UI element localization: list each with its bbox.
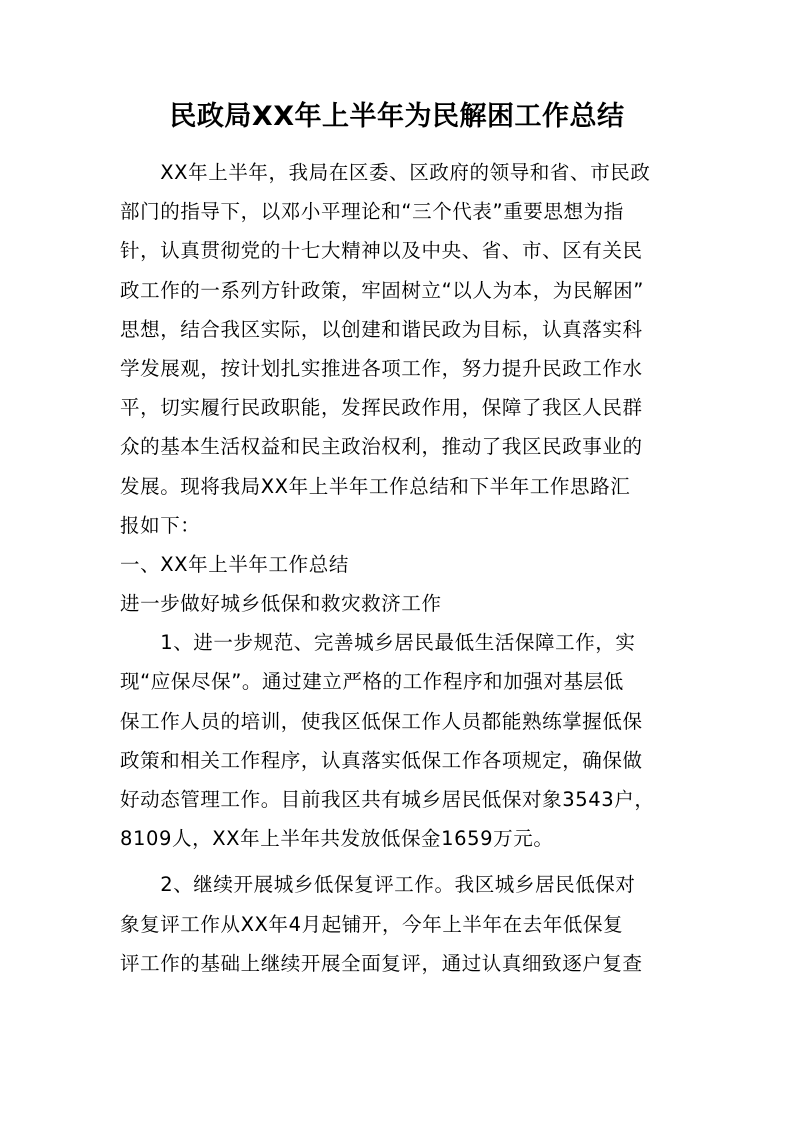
body-line: 好动态管理工作。目前我区共有城乡居民低保对象3543户， bbox=[120, 788, 655, 811]
body-line: 现“应保尽保”。通过建立严格的工作程序和加强对基层低 bbox=[120, 670, 624, 694]
body-line: 发展。现将我局XX年上半年工作总结和下半年工作思路汇 bbox=[120, 474, 631, 498]
body-line: XX年上半年，我局在区委、区政府的领导和省、市民政 bbox=[120, 161, 651, 184]
body-line: 2、继续开展城乡低保复评工作。我区城乡居民低保对 bbox=[120, 873, 636, 897]
body-line: 部门的指导下，以邓小平理论和“三个代表”重要思想为指 bbox=[120, 200, 624, 224]
document-title: 民政局XX年上半年为民解困工作总结 bbox=[169, 101, 625, 132]
paragraph-gap bbox=[120, 858, 682, 865]
body-line: 政策和相关工作程序，认真落实低保工作各项规定，确保做 bbox=[120, 748, 643, 772]
body-line: 平，切实履行民政职能，发挥民政作用，保障了我区人民群 bbox=[120, 396, 643, 420]
body-line: 报如下： bbox=[120, 513, 201, 537]
subsection-heading: 进一步做好城乡低保和救灾救济工作 bbox=[120, 592, 442, 616]
body-line: 保工作人员的培训，使我区低保工作人员都能熟练掌握低保 bbox=[120, 709, 643, 733]
body-line: 思想，结合我区实际，以创建和谐民政为目标，认真落实科 bbox=[120, 317, 643, 341]
body-line: 众的基本生活权益和民主政治权利，推动了我区民政事业的 bbox=[120, 435, 643, 459]
section-heading: 一、XX年上半年工作总结 bbox=[120, 552, 349, 576]
body-line: 政工作的一系列方针政策，牢固树立“以人为本，为民解困” bbox=[120, 278, 644, 302]
document-body bbox=[120, 153, 682, 983]
body-line: 学发展观，按计划扎实推进各项工作，努力提升民政工作水 bbox=[120, 356, 643, 380]
body-line: 评工作的基础上继续开展全面复评，通过认真细致逐户复查 bbox=[120, 951, 643, 975]
body-line: 针，认真贯彻党的十七大精神以及中央、省、市、区有关民 bbox=[120, 239, 643, 263]
body-line: 8109人，XX年上半年共发放低保金1659万元。 bbox=[120, 827, 554, 851]
body-line: 1、进一步规范、完善城乡居民最低生活保障工作，实 bbox=[120, 631, 636, 655]
body-line: 象复评工作从XX年4月起铺开，今年上半年在去年低保复 bbox=[120, 912, 624, 936]
